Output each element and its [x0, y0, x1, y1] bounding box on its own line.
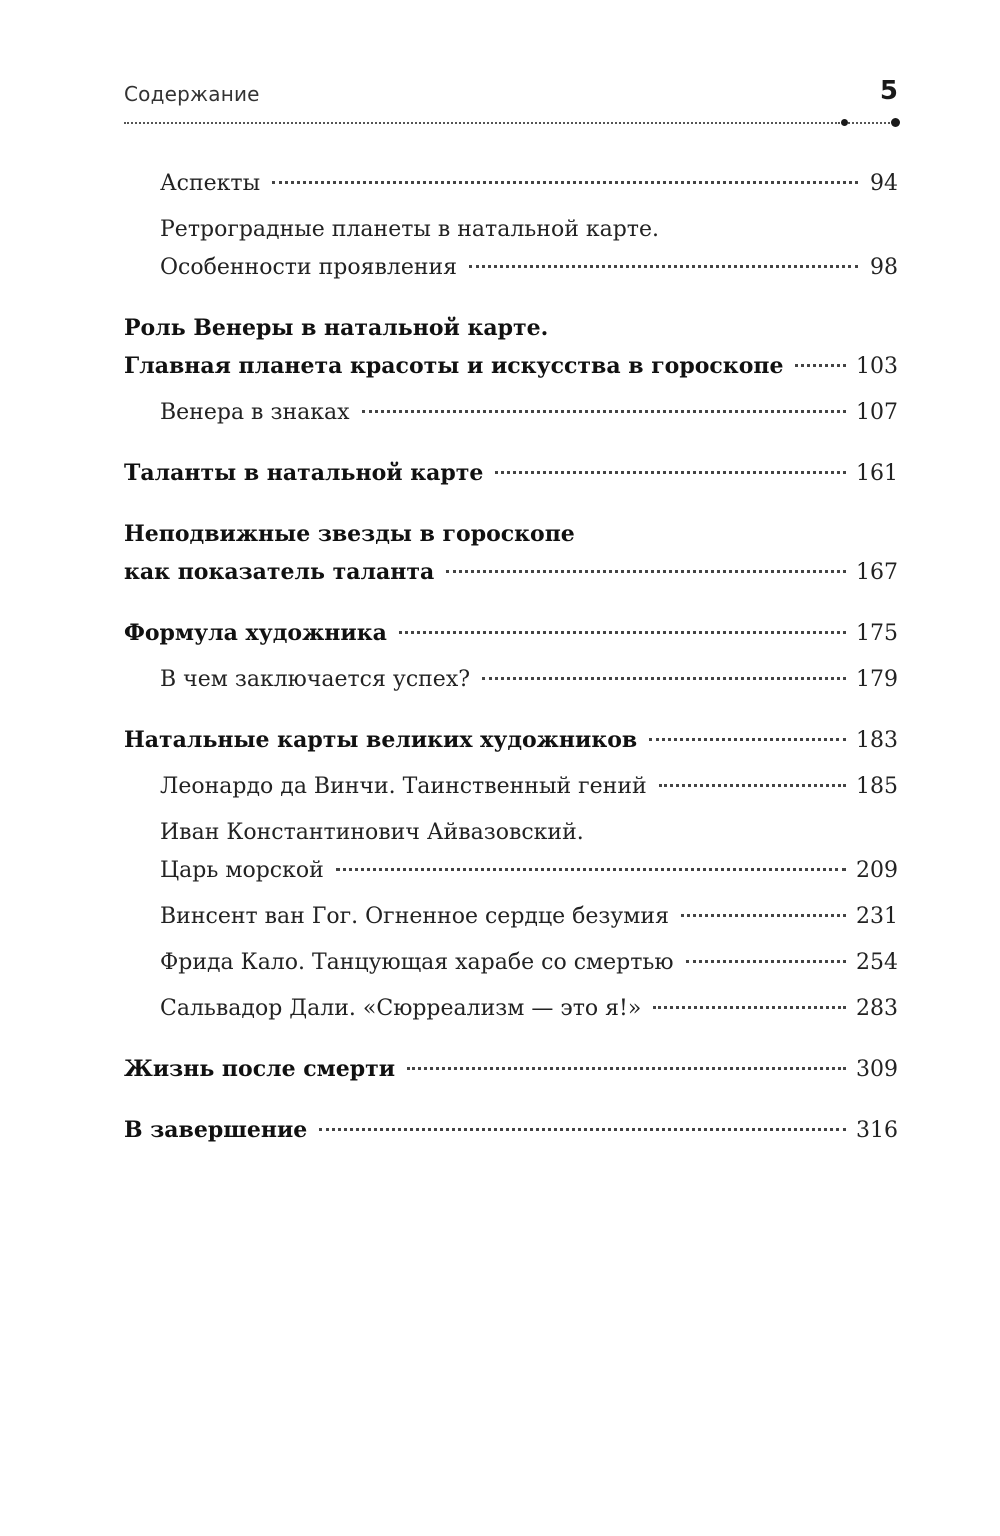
- toc-entry[interactable]: [160, 165, 898, 203]
- toc-entry[interactable]: [160, 990, 898, 1028]
- toc-entry-title-cont: как показатель таланта: [124, 559, 435, 585]
- toc-entry-page: 167: [856, 560, 898, 585]
- dot-leader: [446, 570, 846, 573]
- toc-entry-page: 179: [856, 667, 898, 692]
- toc-entry-page: 183: [856, 728, 898, 753]
- toc-entry-title: Ретроградные планеты в натальной карте.: [160, 217, 659, 242]
- dot-leader: [681, 914, 846, 917]
- toc-entry-title: В завершение: [124, 1117, 308, 1143]
- toc-entry-page: 185: [856, 774, 898, 799]
- toc-entry-title: Формула художника: [124, 620, 387, 646]
- dot-leader: [399, 631, 846, 634]
- toc-entry-title: Фрида Кало. Танцующая харабе со смертью: [160, 950, 674, 975]
- toc-entry-title: Венера в знаках: [160, 400, 350, 425]
- dot-leader: [407, 1067, 846, 1070]
- dot-leader: [686, 960, 846, 963]
- toc-entry-page: 98: [870, 255, 898, 280]
- toc-entry-title-cont: Царь морской: [160, 858, 324, 883]
- dot-leader: [469, 265, 858, 268]
- toc-entry-page: 175: [856, 621, 898, 646]
- toc-entry[interactable]: [160, 211, 898, 287]
- toc-entry-title: Леонардо да Винчи. Таинственный гений: [160, 774, 647, 799]
- page-number: 5: [879, 76, 898, 106]
- running-header: [124, 76, 898, 126]
- dot-leader: [272, 181, 858, 184]
- toc-entry-title: Неподвижные звезды в гороскопе: [124, 521, 575, 547]
- toc-entry[interactable]: [124, 454, 898, 493]
- toc-entry-page: 161: [856, 461, 898, 486]
- header-divider: [124, 121, 898, 125]
- toc-entry-page: 94: [870, 171, 898, 196]
- toc-entry[interactable]: [160, 768, 898, 806]
- toc-entry-title: Натальные карты великих художников: [124, 727, 638, 753]
- toc-entry-title: Таланты в натальной карте: [124, 460, 484, 486]
- dot-leader: [659, 784, 846, 787]
- dot-leader: [653, 1006, 846, 1009]
- toc-entry-page: 316: [856, 1118, 898, 1143]
- toc-entry[interactable]: [160, 661, 898, 699]
- toc-entry[interactable]: [160, 814, 898, 890]
- toc-entry-title-cont: Особенности проявления: [160, 255, 458, 280]
- toc-entry[interactable]: [124, 515, 898, 592]
- toc-entry[interactable]: [124, 1050, 898, 1089]
- toc-entry-title: Роль Венеры в натальной карте.: [124, 315, 549, 341]
- toc-entry-title: Винсент ван Гог. Огненное сердце безумия: [160, 904, 669, 929]
- toc-entry[interactable]: [160, 898, 898, 936]
- toc-entry-title-cont: Главная планета красоты и искусства в гороскопе: [124, 353, 784, 379]
- toc-entry-title: Аспекты: [160, 171, 261, 196]
- toc-entry-page: 231: [856, 904, 898, 929]
- toc-entry[interactable]: [124, 1111, 898, 1150]
- toc-entry-page: 283: [856, 996, 898, 1021]
- toc-entry-page: 209: [856, 858, 898, 883]
- dot-leader: [649, 738, 846, 741]
- section-title: Содержание: [124, 82, 260, 106]
- toc-entry-page: 254: [856, 950, 898, 975]
- toc-entry-page: 309: [856, 1057, 898, 1082]
- toc-entry-page: 107: [856, 400, 898, 425]
- dot-leader: [319, 1128, 846, 1131]
- toc-entry[interactable]: [160, 944, 898, 982]
- toc-entry[interactable]: [124, 614, 898, 653]
- dot-leader: [795, 364, 846, 367]
- toc-entry-title: В чем заключается успех?: [160, 667, 471, 692]
- dot-leader: [336, 868, 846, 871]
- toc-entry[interactable]: [124, 721, 898, 760]
- dot-leader: [362, 410, 847, 413]
- dot-leader: [482, 677, 846, 680]
- toc-entry-title: Иван Константинович Айвазовский.: [160, 820, 584, 845]
- toc-entry-title: Жизнь после смерти: [124, 1056, 396, 1082]
- table-of-contents: [124, 165, 898, 1150]
- toc-entry-page: 103: [856, 354, 898, 379]
- toc-entry[interactable]: [160, 394, 898, 432]
- toc-entry-title: Сальвадор Дали. «Сюрреализм — это я!»: [160, 996, 642, 1021]
- toc-entry[interactable]: [124, 309, 898, 386]
- dot-leader: [495, 471, 846, 474]
